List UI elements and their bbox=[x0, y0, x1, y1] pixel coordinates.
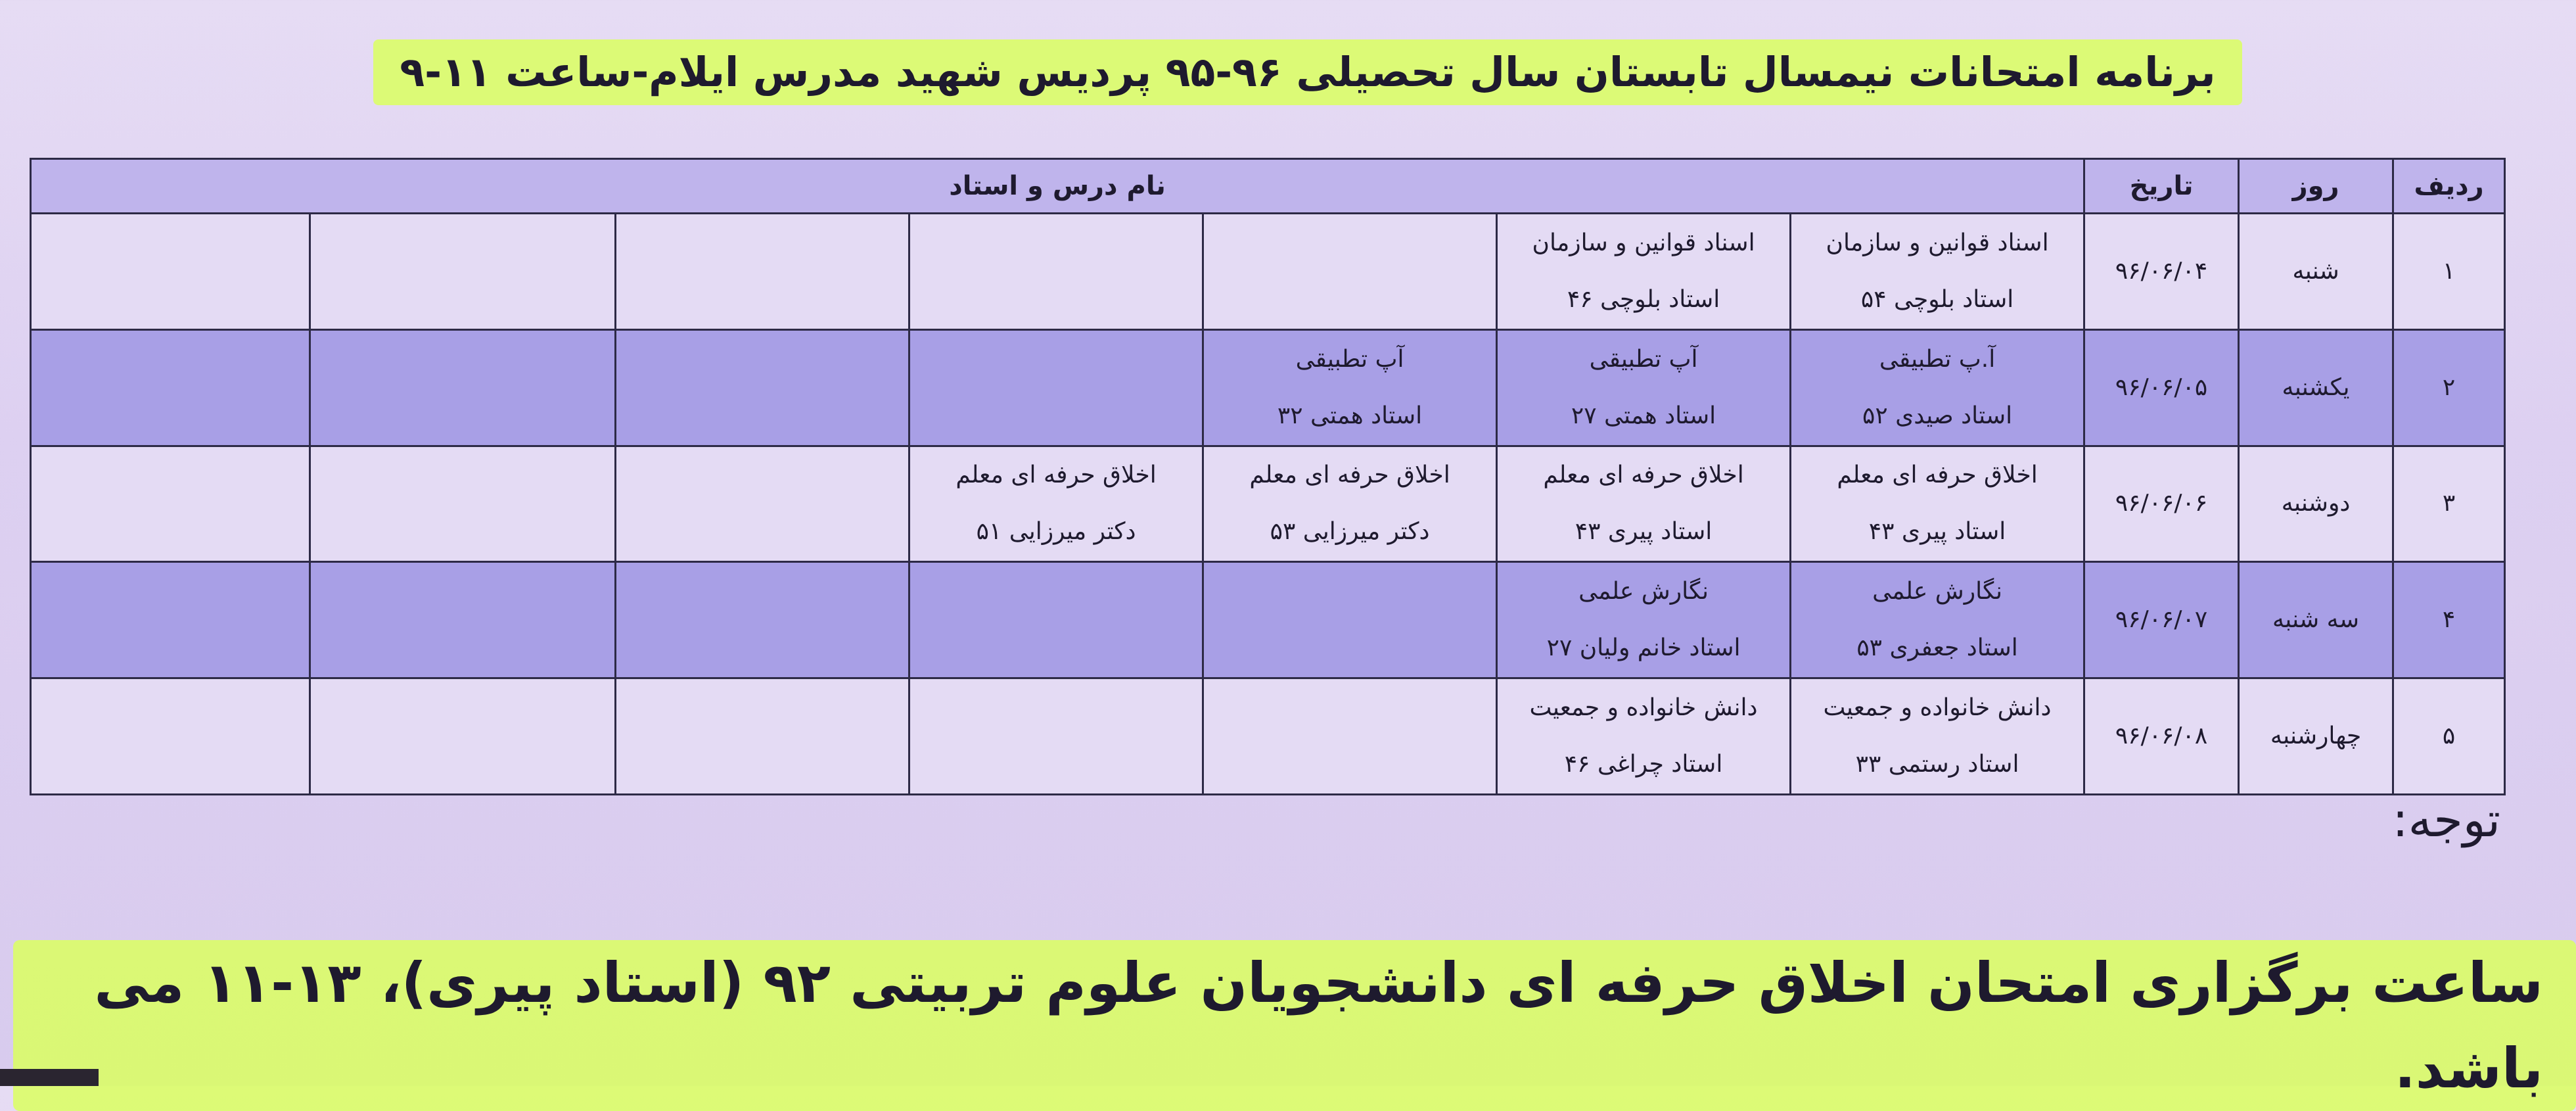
title-wrap bbox=[0, 39, 2576, 105]
course-cell bbox=[909, 329, 1203, 446]
course-cell bbox=[310, 329, 616, 446]
course-name: اخلاق حرفه ای معلم bbox=[1837, 461, 2038, 489]
row-date: ۹۶/۰۶/۰۸ bbox=[2084, 678, 2239, 795]
course-cell bbox=[31, 562, 310, 678]
course-cell bbox=[1497, 678, 1791, 795]
teacher-name: استاد چراغی ۴۶ bbox=[1564, 751, 1723, 778]
course-cell bbox=[1791, 678, 2084, 795]
watermark-strip bbox=[0, 1069, 99, 1086]
row-number: ۴ bbox=[2393, 562, 2505, 678]
teacher-name: استاد صیدی ۵۲ bbox=[1862, 402, 2013, 429]
course-cell bbox=[31, 678, 310, 795]
course-cell bbox=[1791, 329, 2084, 446]
course-cell bbox=[310, 678, 616, 795]
teacher-name: استاد جعفری ۵۳ bbox=[1856, 634, 2018, 662]
table-body bbox=[31, 214, 2505, 795]
course-cell bbox=[1791, 562, 2084, 678]
course-cell bbox=[1791, 214, 2084, 330]
course-cell bbox=[31, 446, 310, 562]
course-cell bbox=[909, 678, 1203, 795]
course-name: اسناد قوانین و سازمان bbox=[1826, 229, 2049, 256]
teacher-name: استاد رستمی ۳۳ bbox=[1855, 751, 2019, 778]
table-row bbox=[31, 446, 2505, 562]
course-name: اخلاق حرفه ای معلم bbox=[1249, 461, 1450, 489]
course-cell bbox=[616, 562, 909, 678]
course-cell bbox=[1497, 446, 1791, 562]
course-cell bbox=[616, 214, 909, 330]
bottom-note-wrap bbox=[0, 940, 2576, 1111]
row-number: ۵ bbox=[2393, 678, 2505, 795]
row-day: چهارشنبه bbox=[2239, 678, 2393, 795]
course-name: اخلاق حرفه ای معلم bbox=[955, 461, 1157, 489]
row-day: دوشنبه bbox=[2239, 446, 2393, 562]
course-cell bbox=[616, 678, 909, 795]
teacher-name: استاد بلوچی ۵۴ bbox=[1860, 285, 2014, 313]
course-cell bbox=[1203, 446, 1497, 562]
table-row bbox=[31, 329, 2505, 446]
course-cell bbox=[310, 446, 616, 562]
row-date: ۹۶/۰۶/۰۵ bbox=[2084, 329, 2239, 446]
teacher-name: استاد همتی ۳۲ bbox=[1277, 402, 1423, 429]
course-cell bbox=[616, 446, 909, 562]
course-cell bbox=[31, 329, 310, 446]
row-day: سه شنبه bbox=[2239, 562, 2393, 678]
teacher-name: استاد خانم ولیان ۲۷ bbox=[1546, 634, 1741, 662]
row-date: ۹۶/۰۶/۰۷ bbox=[2084, 562, 2239, 678]
course-cell bbox=[1203, 214, 1497, 330]
course-cell bbox=[909, 214, 1203, 330]
row-date: ۹۶/۰۶/۰۶ bbox=[2084, 446, 2239, 562]
course-cell bbox=[310, 214, 616, 330]
row-date: ۹۶/۰۶/۰۴ bbox=[2084, 214, 2239, 330]
course-cell bbox=[1203, 678, 1497, 795]
row-day: یکشنبه bbox=[2239, 329, 2393, 446]
header-date: تاریخ bbox=[2084, 159, 2239, 214]
table-row bbox=[31, 562, 2505, 678]
course-name: آپ تطبیقی bbox=[1295, 345, 1404, 373]
course-cell bbox=[310, 562, 616, 678]
teacher-name: استاد پیری ۴۳ bbox=[1868, 518, 2006, 546]
exam-schedule-table bbox=[30, 158, 2506, 795]
course-cell bbox=[616, 329, 909, 446]
teacher-name: استاد بلوچی ۴۶ bbox=[1567, 285, 1720, 313]
row-number: ۳ bbox=[2393, 446, 2505, 562]
teacher-name: استاد همتی ۲۷ bbox=[1571, 402, 1716, 429]
course-cell bbox=[1497, 562, 1791, 678]
course-cell bbox=[1497, 329, 1791, 446]
row-number: ۱ bbox=[2393, 214, 2505, 330]
header-row bbox=[31, 159, 2505, 214]
course-name: نگارش علمی bbox=[1578, 578, 1709, 605]
course-name: نگارش علمی bbox=[1872, 578, 2002, 605]
header-courses: نام درس و استاد bbox=[31, 159, 2084, 214]
note-label: توجه: bbox=[2392, 792, 2500, 847]
course-cell bbox=[1203, 562, 1497, 678]
page-title: برنامه امتحانات نیمسال تابستان سال تحصیلی ۹۶-۹۵ پردیس شهید مدرس ایلام-ساعت ۱۱-۹ bbox=[373, 39, 2242, 105]
table-row bbox=[31, 214, 2505, 330]
course-cell bbox=[1497, 214, 1791, 330]
course-cell bbox=[1203, 329, 1497, 446]
course-name: آپ تطبیقی bbox=[1589, 345, 1698, 373]
course-cell bbox=[909, 562, 1203, 678]
teacher-name: استاد پیری ۴۳ bbox=[1575, 518, 1713, 546]
teacher-name: دکتر میرزایی ۵۳ bbox=[1270, 518, 1430, 546]
header-day: روز bbox=[2239, 159, 2393, 214]
course-cell bbox=[909, 446, 1203, 562]
course-cell bbox=[31, 214, 310, 330]
row-number: ۲ bbox=[2393, 329, 2505, 446]
teacher-name: دکتر میرزایی ۵۱ bbox=[976, 518, 1136, 546]
course-name: دانش خانواده و جمعیت bbox=[1823, 694, 2052, 722]
header-row-no: ردیف bbox=[2393, 159, 2505, 214]
course-name: آ.پ تطبیقی bbox=[1879, 345, 1996, 373]
course-cell bbox=[1791, 446, 2084, 562]
table-row bbox=[31, 678, 2505, 795]
course-name: دانش خانواده و جمعیت bbox=[1529, 694, 1758, 722]
course-name: اخلاق حرفه ای معلم bbox=[1543, 461, 1744, 489]
bottom-note: ساعت برگزاری امتحان اخلاق حرفه ای دانشجویان علوم تربیتی ۹۲ (استاد پیری)، ۱۳-۱۱ می باشد. bbox=[13, 940, 2576, 1111]
row-day: شنبه bbox=[2239, 214, 2393, 330]
course-name: اسناد قوانین و سازمان bbox=[1532, 229, 1755, 256]
